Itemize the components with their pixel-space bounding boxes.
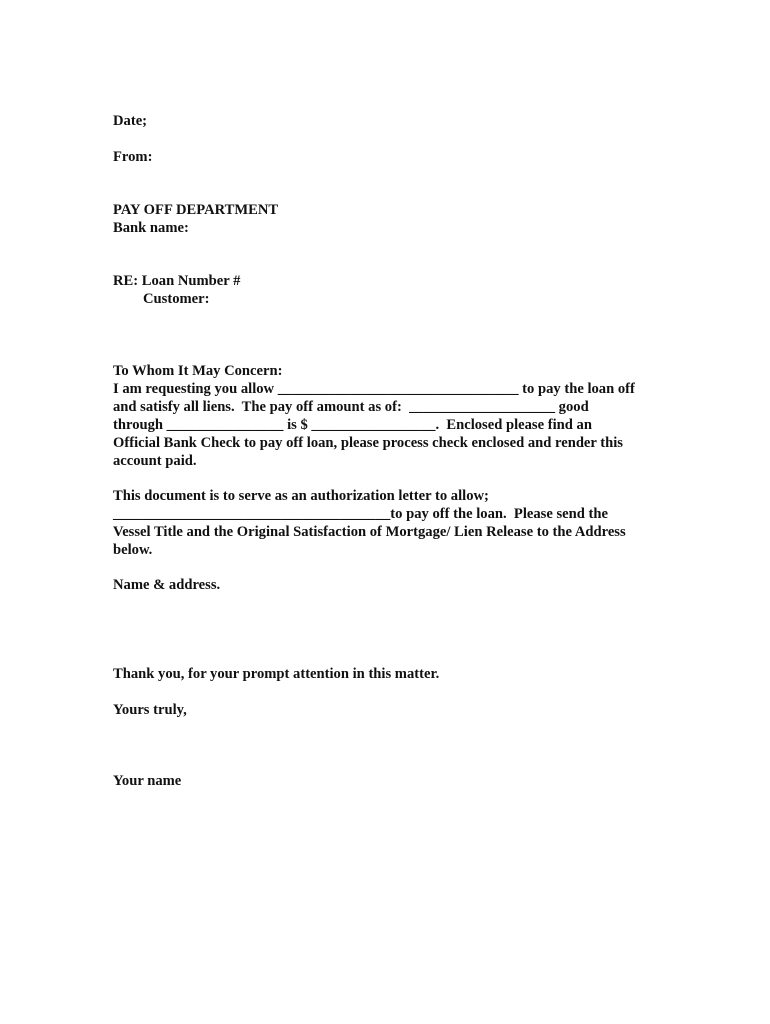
paragraph1-line: and satisfy all liens. The pay off amount as of: ____________________ good — [113, 399, 589, 415]
paragraph1-line: through ________________ is $ _________________. Enclosed please find an — [113, 417, 592, 433]
paragraph1-line: Official Bank Check to pay off loan, please process check enclosed and render this — [113, 435, 623, 451]
customer-label: Customer: — [143, 291, 210, 307]
paragraph2-line: Vessel Title and the Original Satisfaction of Mortgage/ Lien Release to the Address — [113, 524, 626, 540]
sign-off: Yours truly, — [113, 702, 187, 718]
from-label: From: — [113, 149, 153, 165]
signature-label: Your name — [113, 773, 182, 789]
paragraph2-line: below. — [113, 542, 153, 558]
paragraph1-line: I am requesting you allow _________________________________ to pay the loan off — [113, 381, 635, 397]
loan-number-label: RE: Loan Number # — [113, 273, 241, 289]
paragraph2-line: This document is to serve as an authorization letter to allow; — [113, 488, 489, 504]
department-heading: PAY OFF DEPARTMENT — [113, 202, 279, 218]
salutation: To Whom It May Concern: — [113, 363, 283, 379]
thanks-line: Thank you, for your prompt attention in this matter. — [113, 666, 440, 682]
bank-name-label: Bank name: — [113, 220, 189, 236]
paragraph1-line: account paid. — [113, 453, 197, 469]
date-label: Date; — [113, 113, 148, 129]
name-address-label: Name & address. — [113, 577, 221, 593]
paragraph2-line: ______________________________________to pay off the loan. Please send the — [113, 506, 608, 522]
